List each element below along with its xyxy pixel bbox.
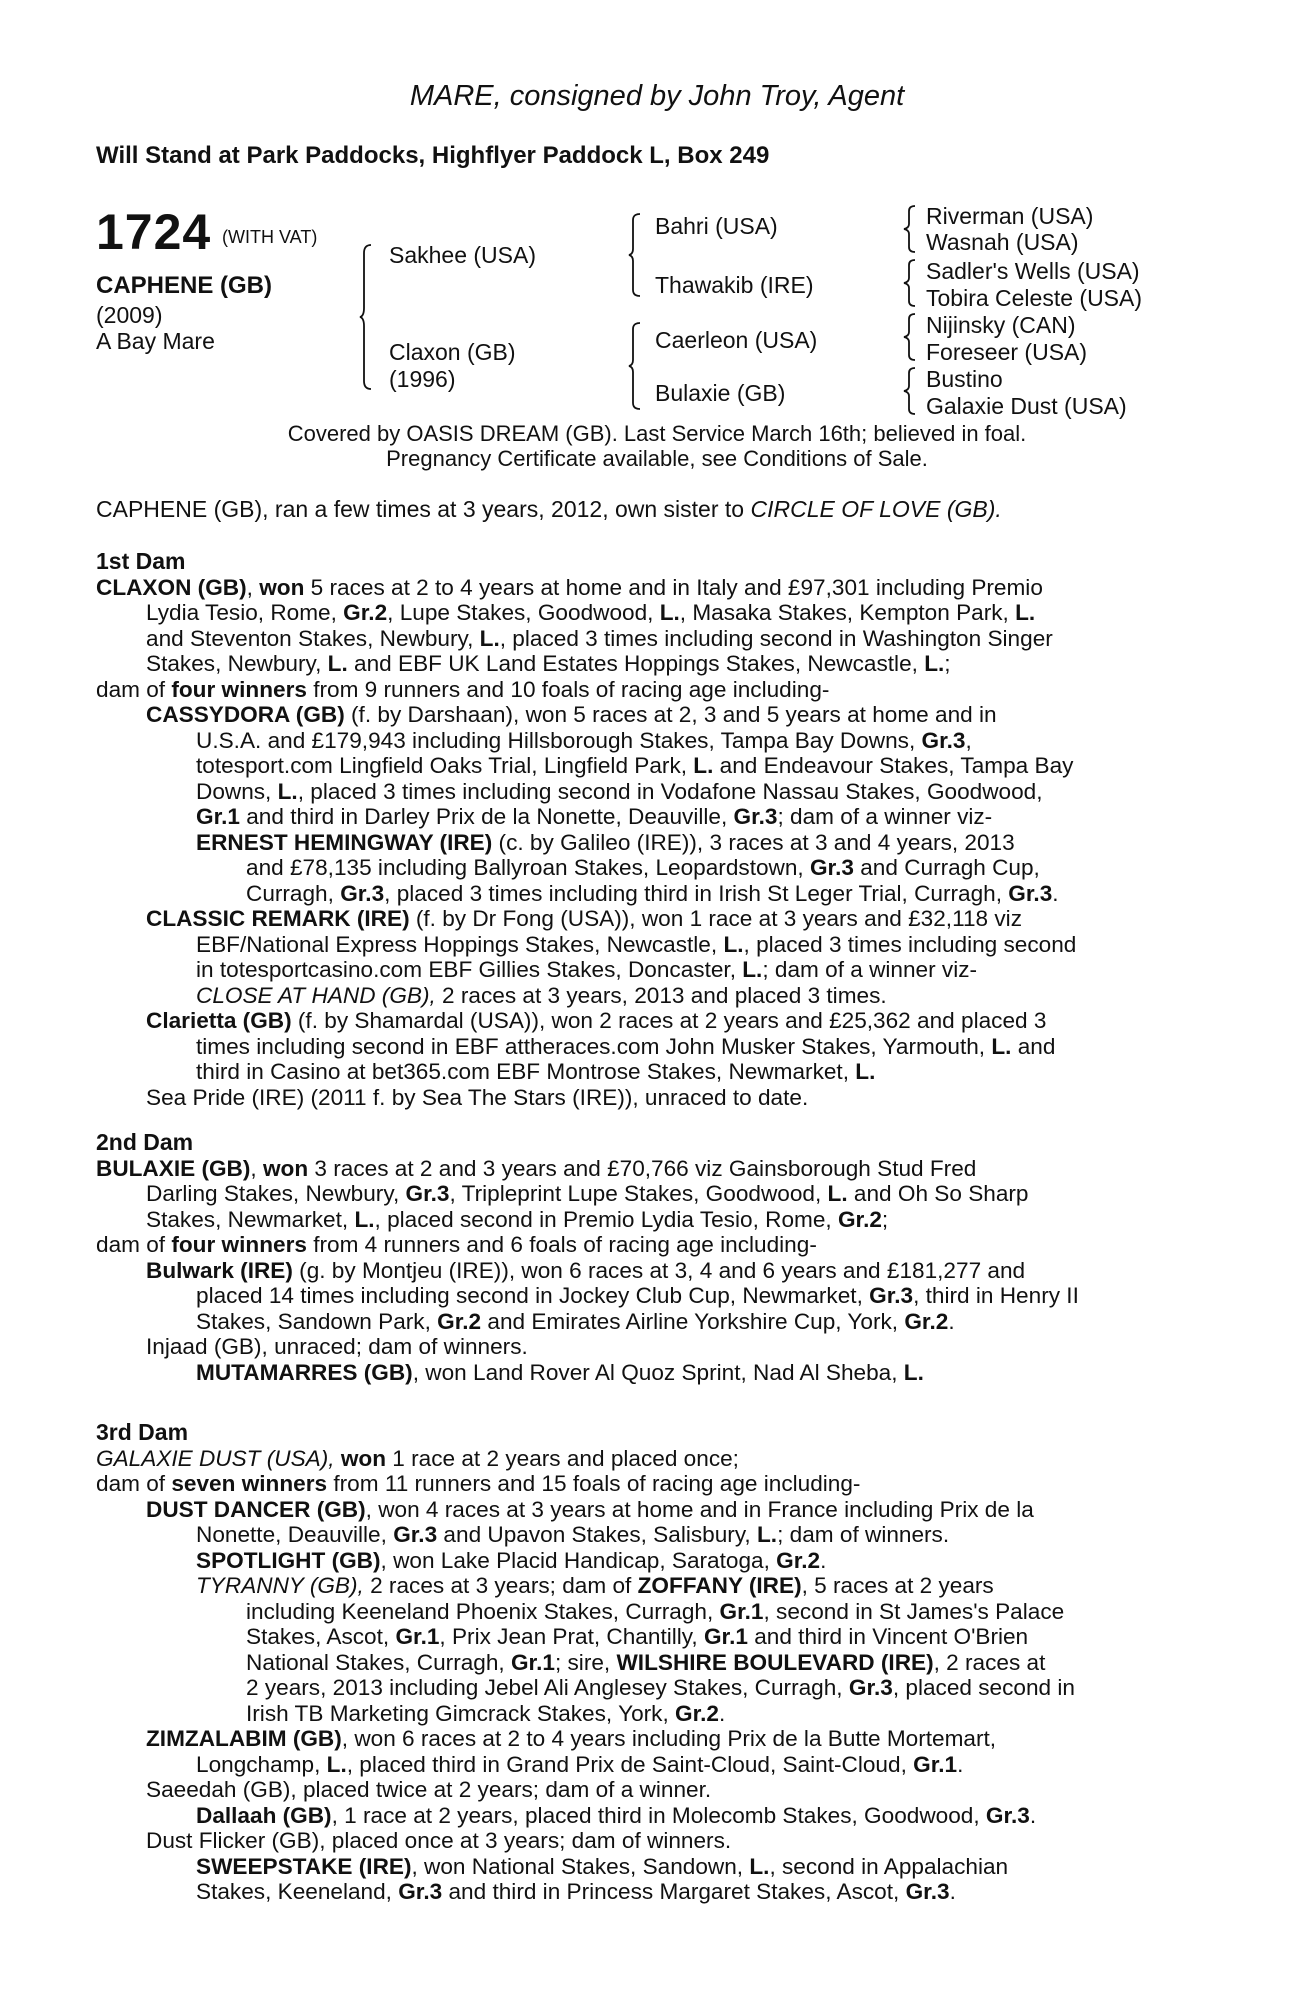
text-segment: Gr.3 (393, 1522, 438, 1547)
vat-label: (WITH VAT) (222, 227, 318, 247)
text-segment: L. (326, 1751, 347, 1777)
pedigree-dam-sire: Caerleon (USA) (655, 327, 818, 353)
text-segment: Gr.1 (510, 1649, 555, 1675)
pedigree-text-line (96, 1034, 1200, 1060)
text-segment: Gr.3 (905, 1879, 950, 1904)
text-segment: L. (855, 1059, 876, 1084)
text-segment: Gr.3 (985, 1802, 1030, 1828)
text-segment: Gr.2 (904, 1308, 949, 1334)
mare-summary (96, 496, 1002, 523)
text-segment: totesport.com Lingfield Oaks Trial, Lingfield Park, (196, 753, 694, 778)
text-segment: ; dam of winners. (777, 1522, 950, 1547)
text-segment: L. (479, 625, 500, 651)
text-segment: Gr.1 (196, 804, 240, 829)
pedigree-ggp-3: Sadler's Wells (USA) (926, 258, 1140, 284)
text-segment: and third in Princess Margaret Stakes, Ascot, (442, 1879, 906, 1904)
text-segment: , placed second in Premio Lydia Tesio, Rome, (374, 1206, 838, 1232)
text-segment: . (1029, 1802, 1037, 1828)
text-segment: WILSHIRE BOULEVARD (IRE) (616, 1649, 934, 1675)
text-segment: , placed second in (892, 1675, 1075, 1700)
pedigree-bracket-main (360, 244, 374, 390)
text-segment: Darling Stakes, Newbury, (146, 1181, 406, 1206)
text-segment: , Prix Jean Prat, Chantilly, (439, 1624, 704, 1649)
text-segment: including Keeneland Phoenix Stakes, Curragh, (246, 1598, 720, 1624)
pedigree-ggp-6: Foreseer (USA) (926, 339, 1088, 365)
text-segment: , third in Henry II (913, 1283, 1079, 1308)
pedigree-text-line (96, 1232, 1200, 1258)
text-segment: L. (354, 1206, 375, 1232)
pregnancy-note: Pregnancy Certificate available, see Conditions of Sale. (386, 446, 928, 471)
text-segment: L. (327, 651, 348, 676)
text-segment: ; dam of a winner viz- (762, 957, 978, 982)
pedigree-dam-year: (1996) (389, 366, 456, 392)
text-segment: L. (749, 1853, 770, 1879)
text-segment: L. (277, 778, 298, 804)
text-segment: Bulwark (IRE) (146, 1257, 293, 1283)
text-segment: 2 years, 2013 including Jebel Ali Anglesey Stakes, Curragh, (246, 1675, 849, 1700)
text-segment: ERNEST HEMINGWAY (IRE) (196, 829, 493, 855)
text-segment: GALAXIE DUST (USA), (96, 1445, 335, 1471)
text-segment: (c. by Galileo (IRE)), 3 races at 3 and 4 years, 2013 (492, 829, 1015, 855)
text-segment: from 11 runners and 15 foals of racing age including- (327, 1471, 861, 1496)
text-segment: , won Lake Placid Handicap, Saratoga, (380, 1547, 777, 1573)
text-segment: Stakes, Keeneland, (196, 1879, 399, 1904)
text-segment: National Stakes, Curragh, (246, 1649, 511, 1675)
pedigree-sire-dam: Thawakib (IRE) (655, 272, 814, 298)
text-segment: , second in St James's Palace (763, 1598, 1065, 1624)
text-segment: , 2 races at (933, 1649, 1046, 1675)
pedigree-text-line (96, 728, 1200, 754)
pedigree-bracket-sire (629, 213, 643, 297)
text-segment: and third in Vincent O'Brien (747, 1624, 1029, 1649)
text-segment: four winners (171, 676, 307, 702)
pedigree-text-line (96, 677, 1200, 703)
text-segment: Stakes, Newmarket, (146, 1206, 355, 1232)
pedigree-text-line (96, 1522, 1200, 1548)
pedigree-text-line (96, 1360, 1200, 1386)
text-segment: third in Casino at bet365.com EBF Montrose Stakes, Newmarket, (196, 1059, 856, 1084)
text-segment: SWEEPSTAKE (IRE) (196, 1853, 412, 1879)
text-segment: Nonette, Deauville, (196, 1522, 394, 1547)
text-segment: (f. by Darshaan), won 5 races at 2, 3 and 5 years at home and in (344, 702, 997, 727)
text-segment: , Lupe Stakes, Goodwood, (387, 600, 660, 625)
text-segment: . (1052, 880, 1059, 906)
pedigree-text-line (96, 626, 1200, 652)
text-segment: in totesportcasino.com EBF Gillies Stakes, Doncaster, (196, 957, 743, 982)
text-segment: Saeedah (GB), placed twice at 2 years; dam of a winner. (146, 1777, 712, 1802)
text-segment: (f. by Dr Fong (USA)), won 1 race at 3 years and £32,118 viz (409, 906, 1022, 931)
pedigree-text-line (96, 1471, 1200, 1497)
pedigree-text-line (96, 1573, 1200, 1599)
text-segment: L. (659, 600, 680, 625)
text-segment: and Oh So Sharp (847, 1181, 1029, 1206)
pedigree-text-line (96, 1258, 1200, 1284)
text-segment: . (957, 1751, 964, 1777)
text-segment: Gr.1 (913, 1751, 958, 1777)
text-segment: and Endeavour Stakes, Tampa Bay (713, 753, 1074, 778)
text-segment: , placed 3 times including second in Washington Singer (499, 625, 1053, 651)
text-segment: ; dam of a winner viz- (777, 804, 993, 829)
text-segment: Gr.2 (437, 1308, 482, 1334)
pedigree-bracket-ggp-4 (904, 367, 918, 415)
text-segment: and Emirates Airline Yorkshire Cup, York, (481, 1308, 905, 1334)
pedigree-bracket-ggp-2 (904, 259, 918, 307)
text-segment: ; (881, 1206, 889, 1232)
pedigree-text-line (96, 1059, 1200, 1085)
text-segment: CLOSE AT HAND (GB), (196, 982, 436, 1008)
text-segment: dam of (96, 676, 172, 702)
text-segment: SPOTLIGHT (GB) (196, 1547, 381, 1573)
pedigree-bracket-ggp-1 (904, 205, 918, 253)
text-segment: , (965, 727, 972, 753)
text-segment: Gr.1 (395, 1624, 440, 1649)
text-segment: and (1011, 1033, 1056, 1059)
text-segment: Stakes, Ascot, (246, 1624, 396, 1649)
text-segment: Gr.3 (733, 804, 778, 829)
text-segment: Lydia Tesio, Rome, (146, 600, 344, 625)
text-segment: won (259, 574, 305, 600)
text-segment: Gr.3 (848, 1675, 893, 1700)
pedigree-text-line (96, 702, 1200, 728)
text-segment: Dust Flicker (GB), placed once at 3 years; dam of winners. (146, 1828, 732, 1853)
text-segment: CASSYDORA (GB) (146, 702, 345, 727)
text-segment: , 5 races at 2 years (801, 1573, 994, 1598)
pedigree-text-line (96, 1726, 1200, 1752)
pedigree-text-line (96, 1879, 1200, 1905)
text-segment: Gr.3 (405, 1181, 450, 1206)
pedigree-text-line (96, 600, 1200, 626)
text-segment: Dallaah (GB) (196, 1802, 332, 1828)
pedigree-text-line (96, 881, 1200, 907)
pedigree-text-line (96, 1599, 1200, 1625)
pedigree-ggp-8: Galaxie Dust (USA) (926, 393, 1127, 419)
text-segment: , second in Appalachian (769, 1853, 1009, 1879)
pedigree-text-line (96, 1675, 1200, 1701)
summary-text: CAPHENE (GB), ran a few times at 3 years, 2012, own sister to (96, 496, 751, 522)
text-segment: 2 races at 3 years, 2013 and placed 3 times. (435, 982, 887, 1008)
summary-sister: CIRCLE OF LOVE (GB). (750, 496, 1002, 522)
text-segment: dam of (96, 1471, 172, 1496)
dam-heading: 3rd Dam (96, 1419, 189, 1445)
pedigree-text-line (96, 1085, 1200, 1111)
text-segment: . (718, 1700, 726, 1726)
pedigree-ggp-5: Nijinsky (CAN) (926, 312, 1076, 338)
text-segment: EBF/National Express Hoppings Stakes, Newcastle, (196, 931, 724, 957)
text-segment: and £78,135 including Ballyroan Stakes, Leopardstown, (246, 855, 810, 880)
pedigree-ggp-1: Riverman (USA) (926, 203, 1094, 229)
text-segment: , placed 3 times including second (743, 931, 1077, 957)
text-segment: . (949, 1879, 956, 1904)
text-segment: Stakes, Newbury, (146, 651, 328, 676)
text-segment: L. (742, 957, 763, 982)
text-segment: (g. by Montjeu (IRE)), won 6 races at 3, 4 and 6 years and £181,277 and (292, 1257, 1026, 1283)
text-segment: Gr.2 (837, 1206, 882, 1232)
pedigree-text-line (96, 804, 1200, 830)
text-segment: CLASSIC REMARK (IRE) (146, 906, 410, 931)
text-segment: four winners (171, 1232, 307, 1257)
pedigree-text-line (96, 1854, 1200, 1880)
pedigree-text-line (96, 957, 1200, 983)
text-segment: ; sire, (554, 1649, 617, 1675)
text-segment: placed 14 times including second in Jockey Club Cup, Newmarket, (196, 1283, 870, 1308)
text-segment: dam of (96, 1232, 172, 1257)
text-segment: , 1 race at 2 years, placed third in Molecomb Stakes, Goodwood, (331, 1802, 986, 1828)
text-segment: ZIMZALABIM (GB) (146, 1726, 342, 1751)
pedigree-bracket-dam (629, 322, 643, 410)
pedigree-ggp-7: Bustino (926, 366, 1003, 392)
text-segment: and Upavon Stakes, Salisbury, (437, 1522, 757, 1547)
text-segment: Clarietta (GB) (146, 1008, 292, 1033)
text-segment: , won 6 races at 2 to 4 years including Prix de la Butte Mortemart, (341, 1726, 997, 1751)
pedigree-text-line (96, 1650, 1200, 1676)
text-segment: L. (991, 1033, 1012, 1059)
text-segment: Gr.3 (340, 880, 385, 906)
text-segment: , Masaka Stakes, Kempton Park, (679, 600, 1016, 625)
pedigree-text-line (96, 1446, 1200, 1472)
lot-number: 1724 (96, 204, 212, 260)
pedigree-sire-sire: Bahri (USA) (655, 213, 778, 239)
text-segment: DUST DANCER (GB) (146, 1496, 366, 1522)
pedigree-text-line (96, 1624, 1200, 1650)
text-segment: , won 4 races at 3 years at home and in France including Prix de la (365, 1496, 1034, 1522)
text-segment: ; (944, 651, 951, 676)
text-segment: , won National Stakes, Sandown, (411, 1853, 750, 1879)
pedigree-text-line (96, 1156, 1200, 1182)
dam-section-1 (96, 549, 1200, 1110)
text-segment: , placed third in Grand Prix de Saint-Cloud, Saint-Cloud, (346, 1751, 914, 1777)
text-segment: Gr.3 (869, 1283, 914, 1308)
text-segment: Gr.1 (719, 1598, 764, 1624)
text-segment: , placed 3 times including second in Vodafone Nassau Stakes, Goodwood, (297, 778, 1043, 804)
dam-heading: 2nd Dam (96, 1129, 194, 1155)
text-segment: Downs, (196, 778, 278, 804)
text-segment: U.S.A. and £179,943 including Hillsborough Stakes, Tampa Bay Downs, (196, 727, 922, 753)
text-segment: Sea Pride (IRE) (2011 f. by Sea The Stars (IRE)), unraced to date. (146, 1084, 809, 1110)
text-segment: Gr.3 (1008, 880, 1053, 906)
pedigree-text-line (96, 1309, 1200, 1335)
text-segment: Stakes, Sandown Park, (196, 1308, 438, 1334)
pedigree-text-line (96, 830, 1200, 856)
text-segment: Longchamp, (196, 1751, 327, 1777)
text-segment: L. (723, 931, 744, 957)
text-segment: seven winners (171, 1471, 328, 1496)
text-segment: CLAXON (GB) (96, 574, 247, 600)
pedigree-dam: Claxon (GB) (389, 339, 516, 365)
text-segment: Injaad (GB), unraced; dam of winners. (146, 1334, 528, 1359)
text-segment: Gr.2 (343, 600, 388, 625)
pedigree-text-line (96, 1181, 1200, 1207)
text-segment: 2 races at 3 years; dam of (363, 1573, 638, 1598)
text-segment: , placed 3 times including third in Irish St Leger Trial, Curragh, (384, 880, 1009, 906)
pedigree-text-line (96, 1497, 1200, 1523)
pedigree-text-line (96, 1828, 1200, 1854)
pedigree-text-line (96, 1752, 1200, 1778)
text-segment: times including second in EBF attheraces.com John Musker Stakes, Yarmouth, (196, 1033, 992, 1059)
text-segment: (f. by Shamardal (USA)), won 2 races at 2 years and £25,362 and placed 3 (291, 1008, 1047, 1033)
stand-location: Will Stand at Park Paddocks, Highflyer Paddock L, Box 249 (96, 142, 770, 169)
text-segment: Gr.2 (776, 1547, 821, 1573)
text-segment: 3 races at 2 and 3 years and £70,766 viz Gainsborough Stud Fred (308, 1155, 977, 1181)
text-segment: Gr.2 (675, 1700, 719, 1726)
pedigree-text-line (96, 575, 1200, 601)
pedigree-dam-dam: Bulaxie (GB) (655, 380, 786, 406)
pedigree-text-line (96, 1701, 1200, 1727)
mare-description: A Bay Mare (96, 328, 215, 354)
pedigree-text-line (96, 1008, 1200, 1034)
text-segment: L. (903, 1359, 924, 1385)
pedigree-text-line (96, 983, 1200, 1009)
pedigree-ggp-4: Tobira Celeste (USA) (926, 285, 1143, 311)
text-segment: , won Land Rover Al Quoz Sprint, Nad Al Sheba, (412, 1359, 904, 1385)
pedigree-text-line (96, 932, 1200, 958)
dam-section-2 (96, 1130, 1200, 1385)
text-segment: . (948, 1308, 955, 1334)
text-segment: , (246, 574, 260, 600)
dam-section-3 (96, 1420, 1200, 1905)
pedigree-text-line (96, 1207, 1200, 1233)
mare-year: (2009) (96, 302, 163, 328)
dam-heading: 1st Dam (96, 548, 186, 574)
text-segment: won (340, 1445, 387, 1471)
text-segment: Gr.3 (921, 727, 966, 753)
mare-name: CAPHENE (GB) (96, 272, 273, 299)
text-segment: 5 races at 2 to 4 years at home and in Italy and £97,301 including Premio (304, 574, 1043, 600)
text-segment: won (262, 1155, 309, 1181)
text-segment: L. (757, 1522, 778, 1547)
pedigree-text-line (96, 651, 1200, 677)
text-segment: L. (693, 753, 714, 778)
text-segment: Gr.1 (703, 1624, 748, 1649)
pedigree-text-line (96, 753, 1200, 779)
pedigree-sire: Sakhee (USA) (389, 242, 537, 268)
text-segment: L. (827, 1181, 848, 1206)
text-segment: from 9 runners and 10 foals of racing age including- (306, 676, 830, 702)
pedigree-text-line (96, 779, 1200, 805)
text-segment: and third in Darley Prix de la Nonette, Deauville, (239, 804, 734, 829)
text-segment: and Steventon Stakes, Newbury, (146, 625, 480, 651)
text-segment: TYRANNY (GB), (196, 1573, 364, 1598)
pedigree-text-line (96, 906, 1200, 932)
text-segment: from 4 runners and 6 foals of racing age including- (306, 1232, 817, 1257)
text-segment: and Curragh Cup, (853, 855, 1040, 880)
covered-note: Covered by OASIS DREAM (GB). Last Service March 16th; believed in foal. (287, 421, 1027, 446)
pedigree-text-line (96, 1334, 1200, 1360)
text-segment: L. (924, 651, 945, 676)
text-segment: Gr.3 (809, 855, 854, 880)
pedigree-text-line (96, 1777, 1200, 1803)
text-segment: , Tripleprint Lupe Stakes, Goodwood, (449, 1181, 828, 1206)
text-segment: Gr.3 (398, 1879, 443, 1904)
text-segment: BULAXIE (GB) (96, 1155, 251, 1181)
text-segment: Curragh, (246, 880, 341, 906)
pedigree-text-line (96, 1283, 1200, 1309)
text-segment: ZOFFANY (IRE) (637, 1573, 802, 1598)
text-segment: 1 race at 2 years and placed once; (386, 1445, 739, 1471)
pedigree-ggp-2: Wasnah (USA) (926, 229, 1079, 255)
pedigree-bracket-ggp-3 (904, 313, 918, 361)
catalogue-header-title: MARE, consigned by John Troy, Agent (409, 80, 905, 112)
text-segment: Irish TB Marketing Gimcrack Stakes, York, (246, 1700, 676, 1726)
text-segment: L. (1015, 600, 1036, 625)
pedigree-text-line (96, 1548, 1200, 1574)
text-segment: . (820, 1547, 827, 1573)
text-segment: and EBF UK Land Estates Hoppings Stakes, Newcastle, (347, 651, 925, 676)
text-segment: , (250, 1155, 263, 1181)
pedigree-text-line (96, 1803, 1200, 1829)
text-segment: MUTAMARRES (GB) (196, 1359, 413, 1385)
pedigree-text-line (96, 855, 1200, 881)
